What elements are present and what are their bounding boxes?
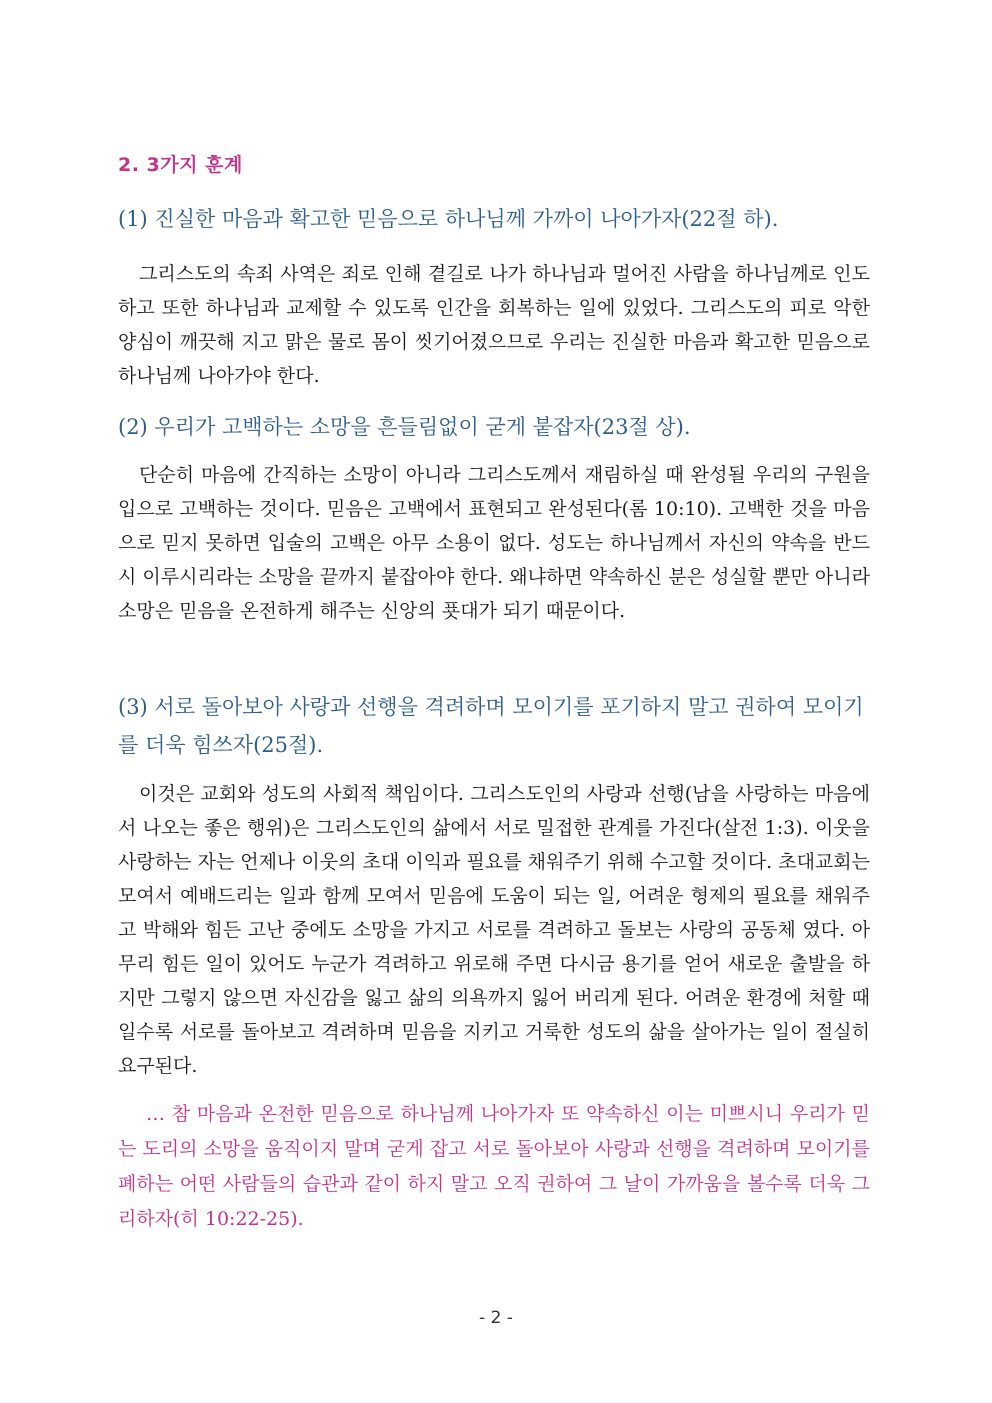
page-number: - 2 -	[479, 1308, 513, 1328]
heading-3: (3) 서로 돌아보아 사랑과 선행을 격려하며 모이기를 포기하지 말고 권하여 모이기를 더욱 힘쓰자(25절).	[118, 695, 864, 757]
paragraph-1: 그리스도의 속죄 사역은 죄로 인해 곁길로 나가 하나님과 멀어진 사람을 하나님께로 인도하고 또한 하나님과 교제할 수 있도록 인간을 회복하는 일에 있었다. 그리스도의 피로 악한 양심이 깨끗해 지고 맑은 물로 몸이 씻기어졌으므로 우리는 진실한 마음과 확고한 믿음으로 하나님께 나아가야 한다.	[118, 263, 870, 387]
heading-1: (1) 진실한 마음과 확고한 믿음으로 하나님께 가까이 나아가자(22절 하).	[118, 207, 779, 231]
paragraph-3: 이것은 교회와 성도의 사회적 책임이다. 그리스도인의 사랑과 선행(남을 사랑하는 마음에서 나오는 좋은 행위)은 그리스도인의 삶에서 서로 밀접한 관계를 가진다(살전 1:3). 이웃을 사랑하는 자는 언제나 이웃의 초대 이익과 필요를 채워주기 위해 수고할 것이다. 초대교회는 모여서 예배드리는 일과 함께 모여서 믿음에 도움이 되는 일, 어려운 형제의 필요를 채워주고 박해와 힘든 고난 중에도 소망을 가지고 서로를 격려하고 돌보는 사랑의 공동체 였다. 아무리 힘든 일이 있어도 누군가 격려하고 위로해 주면 다시금 용기를 얻어 새로운 출발을 하지만 그렇지 않으면 자신감을 잃고 삶의 의욕까지 잃어 버리게 된다. 어려운 환경에 처할 때일수록 서로를 돌아보고 격려하며 믿음을 지키고 거룩한 성도의 삶을 살아가는 일이 절실히 요구된다.	[118, 783, 871, 1077]
section-title: 2. 3가지 훈계	[118, 154, 243, 176]
scripture-quote: … 참 마음과 온전한 믿음으로 하나님께 나아가자 또 약속하신 이는 미쁘시니 우리가 믿는 도리의 소망을 움직이지 말며 굳게 잡고 서로 돌아보아 사랑과 선행을 격려하며 모이기를 폐하는 어떤 사람들의 습관과 같이 하지 말고 오직 권하여 그 날이 가까움을 볼수록 더욱 그리하자(히 10:22-25).	[118, 1103, 870, 1230]
heading-2: (2) 우리가 고백하는 소망을 흔들림없이 굳게 붙잡자(23절 상).	[118, 415, 691, 439]
paragraph-2: 단순히 마음에 간직하는 소망이 아니라 그리스도께서 재림하실 때 완성될 우리의 구원을 입으로 고백하는 것이다. 믿음은 고백에서 표현되고 완성된다(롬 10:10). 고백한 것을 마음으로 믿지 못하면 입술의 고백은 아무 소용이 없다. 성도는 하나님께서 자신의 약속을 반드시 이루시리라는 소망을 끝까지 붙잡아야 한다. 왜냐하면 약속하신 분은 성실할 뿐만 아니라 소망은 믿음을 온전하게 해주는 신앙의 푯대가 되기 때문이다.	[118, 464, 870, 622]
